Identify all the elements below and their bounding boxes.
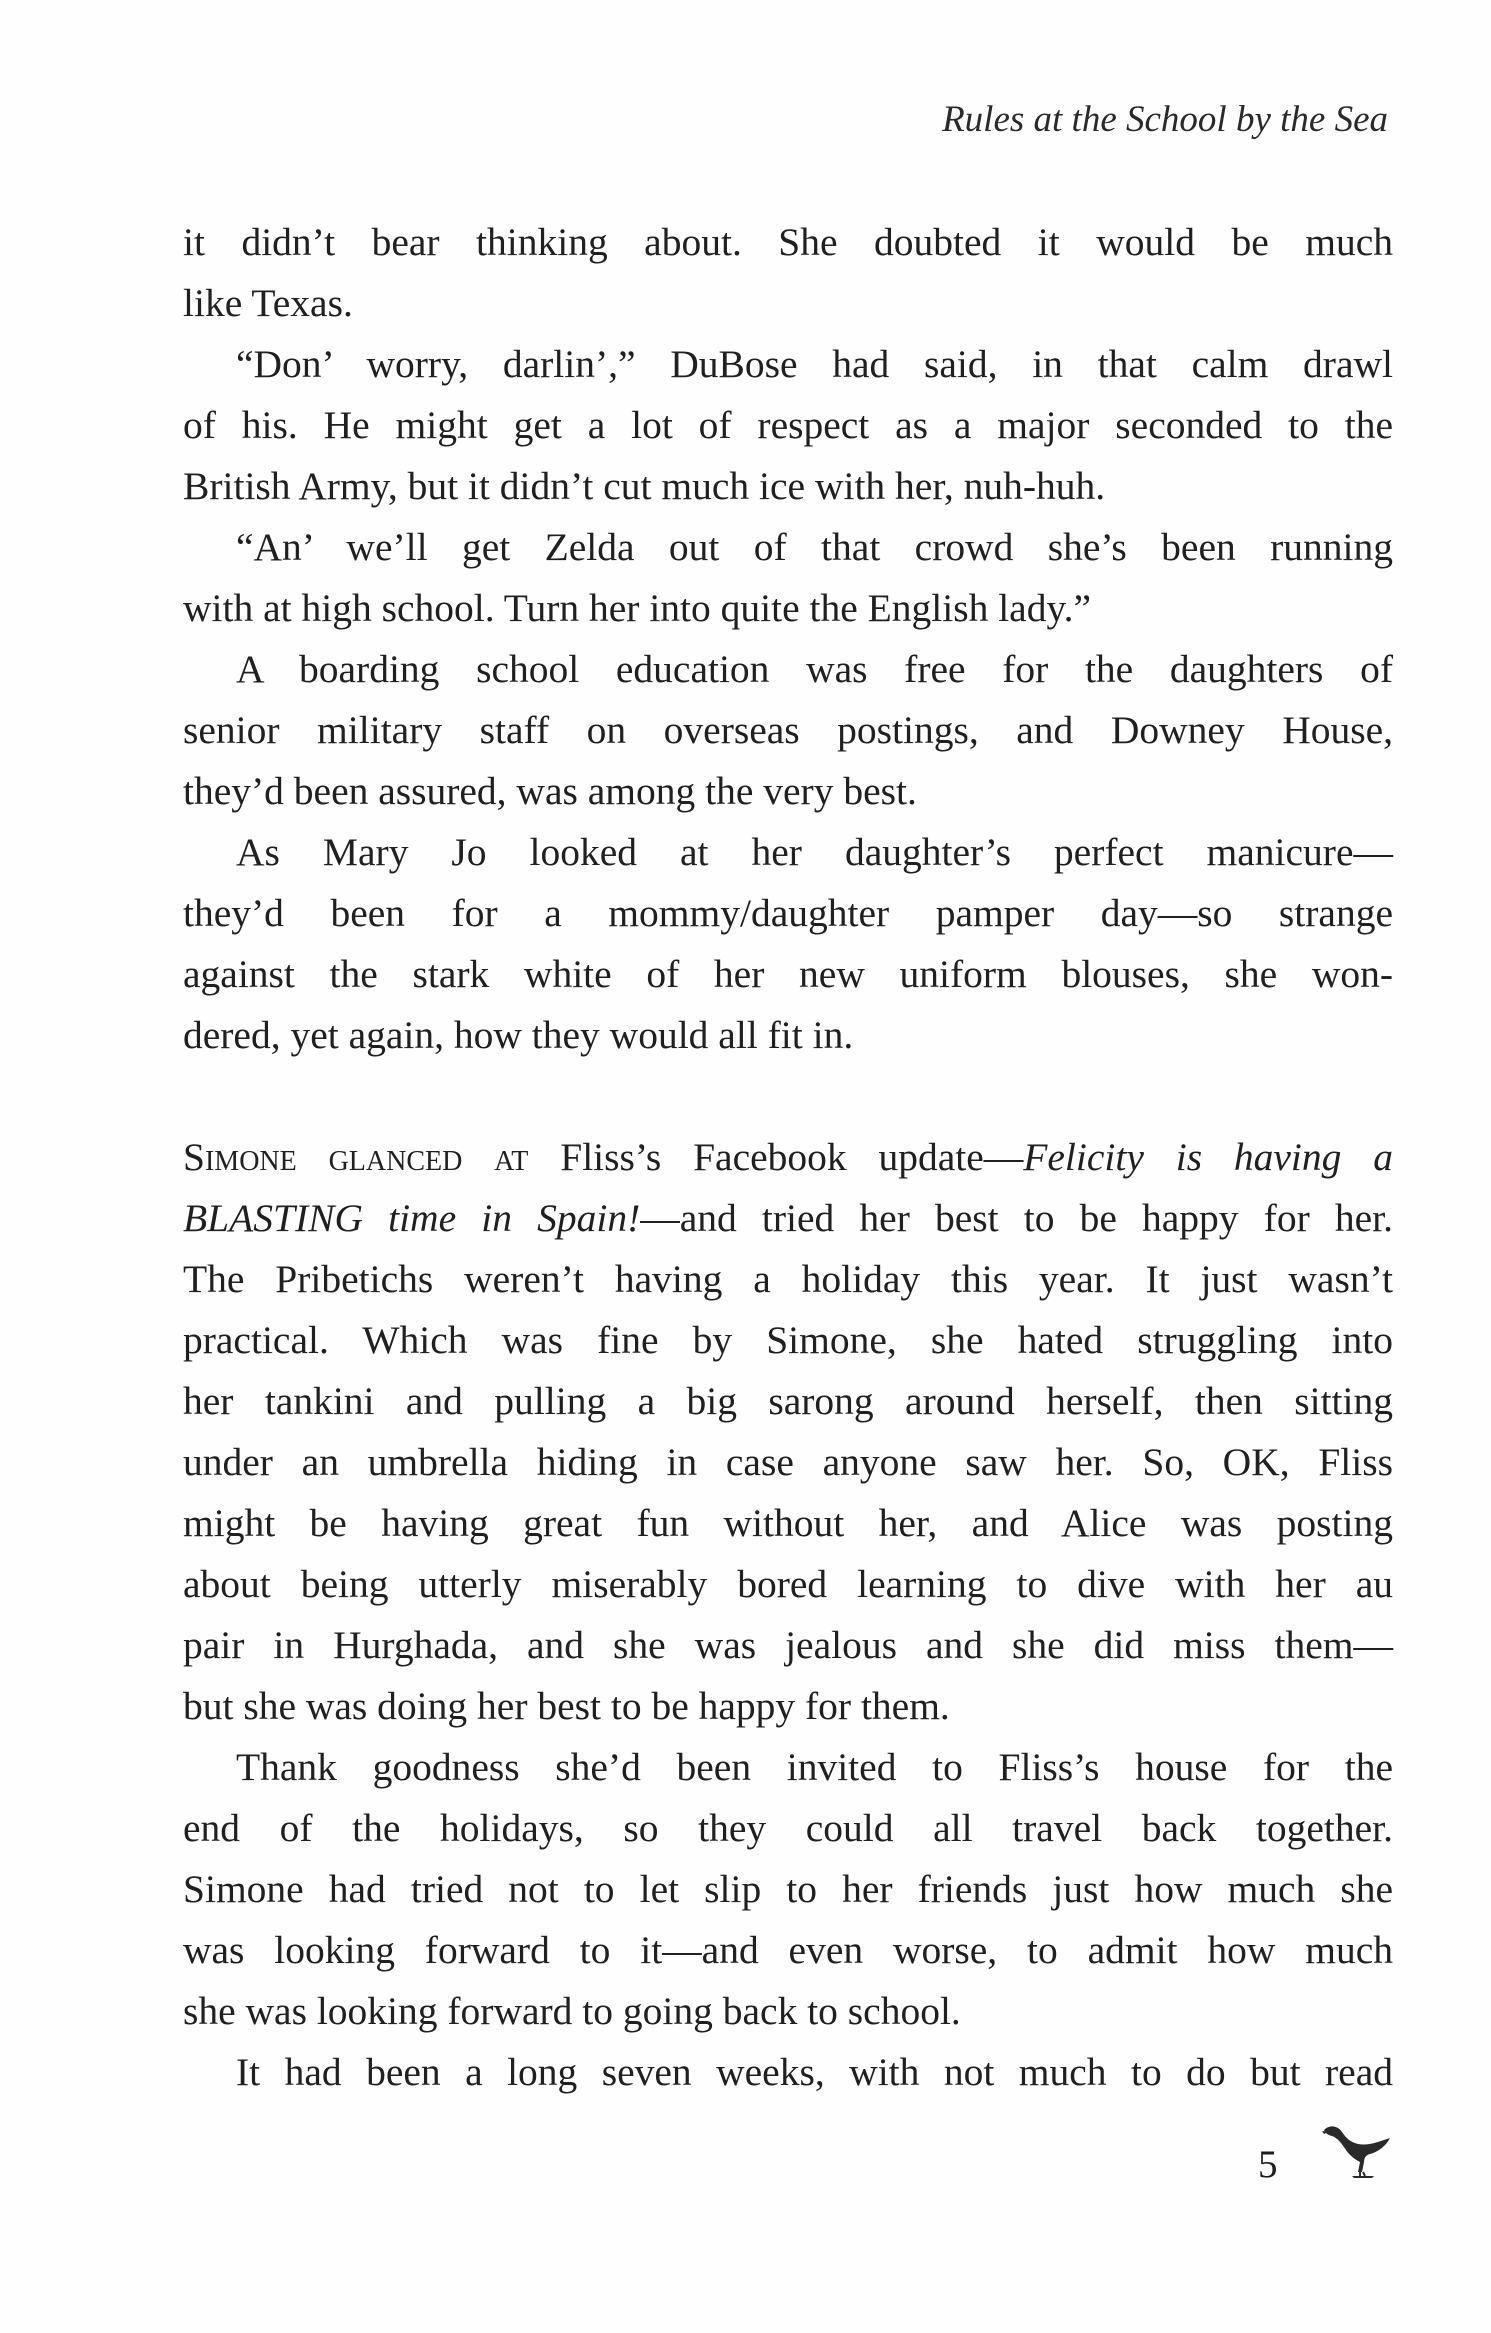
text-line: they’d been for a mommy/daughter pamper day—so strange xyxy=(183,891,1393,935)
paragraph-4 xyxy=(183,639,1393,822)
text-line: Thank goodness she’d been invited to Fliss’s house for the xyxy=(236,1745,1393,1789)
running-head: Rules at the School by the Sea xyxy=(942,99,1388,140)
text-line: might be having great fun without her, and Alice was posting xyxy=(183,1501,1393,1545)
paragraph-2 xyxy=(183,334,1393,517)
text-span: Fliss’s Facebook update— xyxy=(528,1135,1024,1179)
text-line xyxy=(183,1127,1393,1188)
paragraph-1 xyxy=(183,212,1393,334)
text-line: senior military staff on overseas postings, and Downey House, xyxy=(183,708,1393,752)
text-line: British Army, but it didn’t cut much ice with her, nuh-huh. xyxy=(183,464,1106,508)
text-line xyxy=(183,1188,1393,1249)
text-line: was looking forward to it—and even worse, to admit how much xyxy=(183,1928,1393,1972)
text-line: but she was doing her best to be happy for them. xyxy=(183,1684,950,1728)
text-line: of his. He might get a lot of respect as a major seconded to the xyxy=(183,403,1393,447)
body-text xyxy=(183,212,1393,2103)
text-line: It had been a long seven weeks, with not much to do but read xyxy=(236,2050,1393,2094)
lead-in-smallcaps: Simone glanced at xyxy=(183,1135,529,1179)
text-line: they’d been assured, was among the very best. xyxy=(183,769,917,813)
text-line: Simone had tried not to let slip to her friends just how much she xyxy=(183,1867,1393,1911)
text-line: pair in Hurghada, and she was jealous and she did miss them— xyxy=(183,1623,1393,1667)
text-line: “Don’ worry, darlin’,” DuBose had said, in that calm drawl xyxy=(236,342,1393,386)
paragraph-7 xyxy=(183,1737,1393,2042)
text-line: about being utterly miserably bored learning to dive with her au xyxy=(183,1562,1393,1606)
text-line: practical. Which was fine by Simone, she hated struggling into xyxy=(183,1318,1393,1362)
text-line: her tankini and pulling a big sarong around herself, then sitting xyxy=(183,1379,1393,1423)
text-span: —and tried her best to be happy for her. xyxy=(640,1196,1393,1240)
paragraph-6 xyxy=(183,1127,1393,1737)
text-line: dered, yet again, how they would all fit in. xyxy=(183,1013,854,1057)
text-line: “An’ we’ll get Zelda out of that crowd she’s been running xyxy=(236,525,1393,569)
paragraph-8 xyxy=(183,2042,1393,2103)
text-line: with at high school. Turn her into quite the English lady.” xyxy=(183,586,1092,630)
text-line: The Pribetichs weren’t having a holiday this year. It just wasn’t xyxy=(183,1257,1393,1301)
bird-icon xyxy=(1320,2120,1400,2192)
facebook-status-italic: Felicity is having a xyxy=(1023,1135,1393,1179)
text-line: against the stark white of her new uniform blouses, she won- xyxy=(183,952,1393,996)
text-line: under an umbrella hiding in case anyone saw her. So, OK, Fliss xyxy=(183,1440,1393,1484)
page-number: 5 xyxy=(1258,2143,1278,2186)
text-line: A boarding school education was free for the daughters of xyxy=(236,647,1393,691)
text-line: like Texas. xyxy=(183,281,353,325)
paragraph-5 xyxy=(183,822,1393,1066)
text-line: end of the holidays, so they could all travel back together. xyxy=(183,1806,1393,1850)
facebook-status-italic: BLASTING time in Spain! xyxy=(183,1196,641,1240)
paragraph-3 xyxy=(183,517,1393,639)
text-line: she was looking forward to going back to school. xyxy=(183,1989,961,2033)
text-line: it didn’t bear thinking about. She doubted it would be much xyxy=(183,220,1393,264)
text-line: As Mary Jo looked at her daughter’s perfect manicure— xyxy=(236,830,1393,874)
